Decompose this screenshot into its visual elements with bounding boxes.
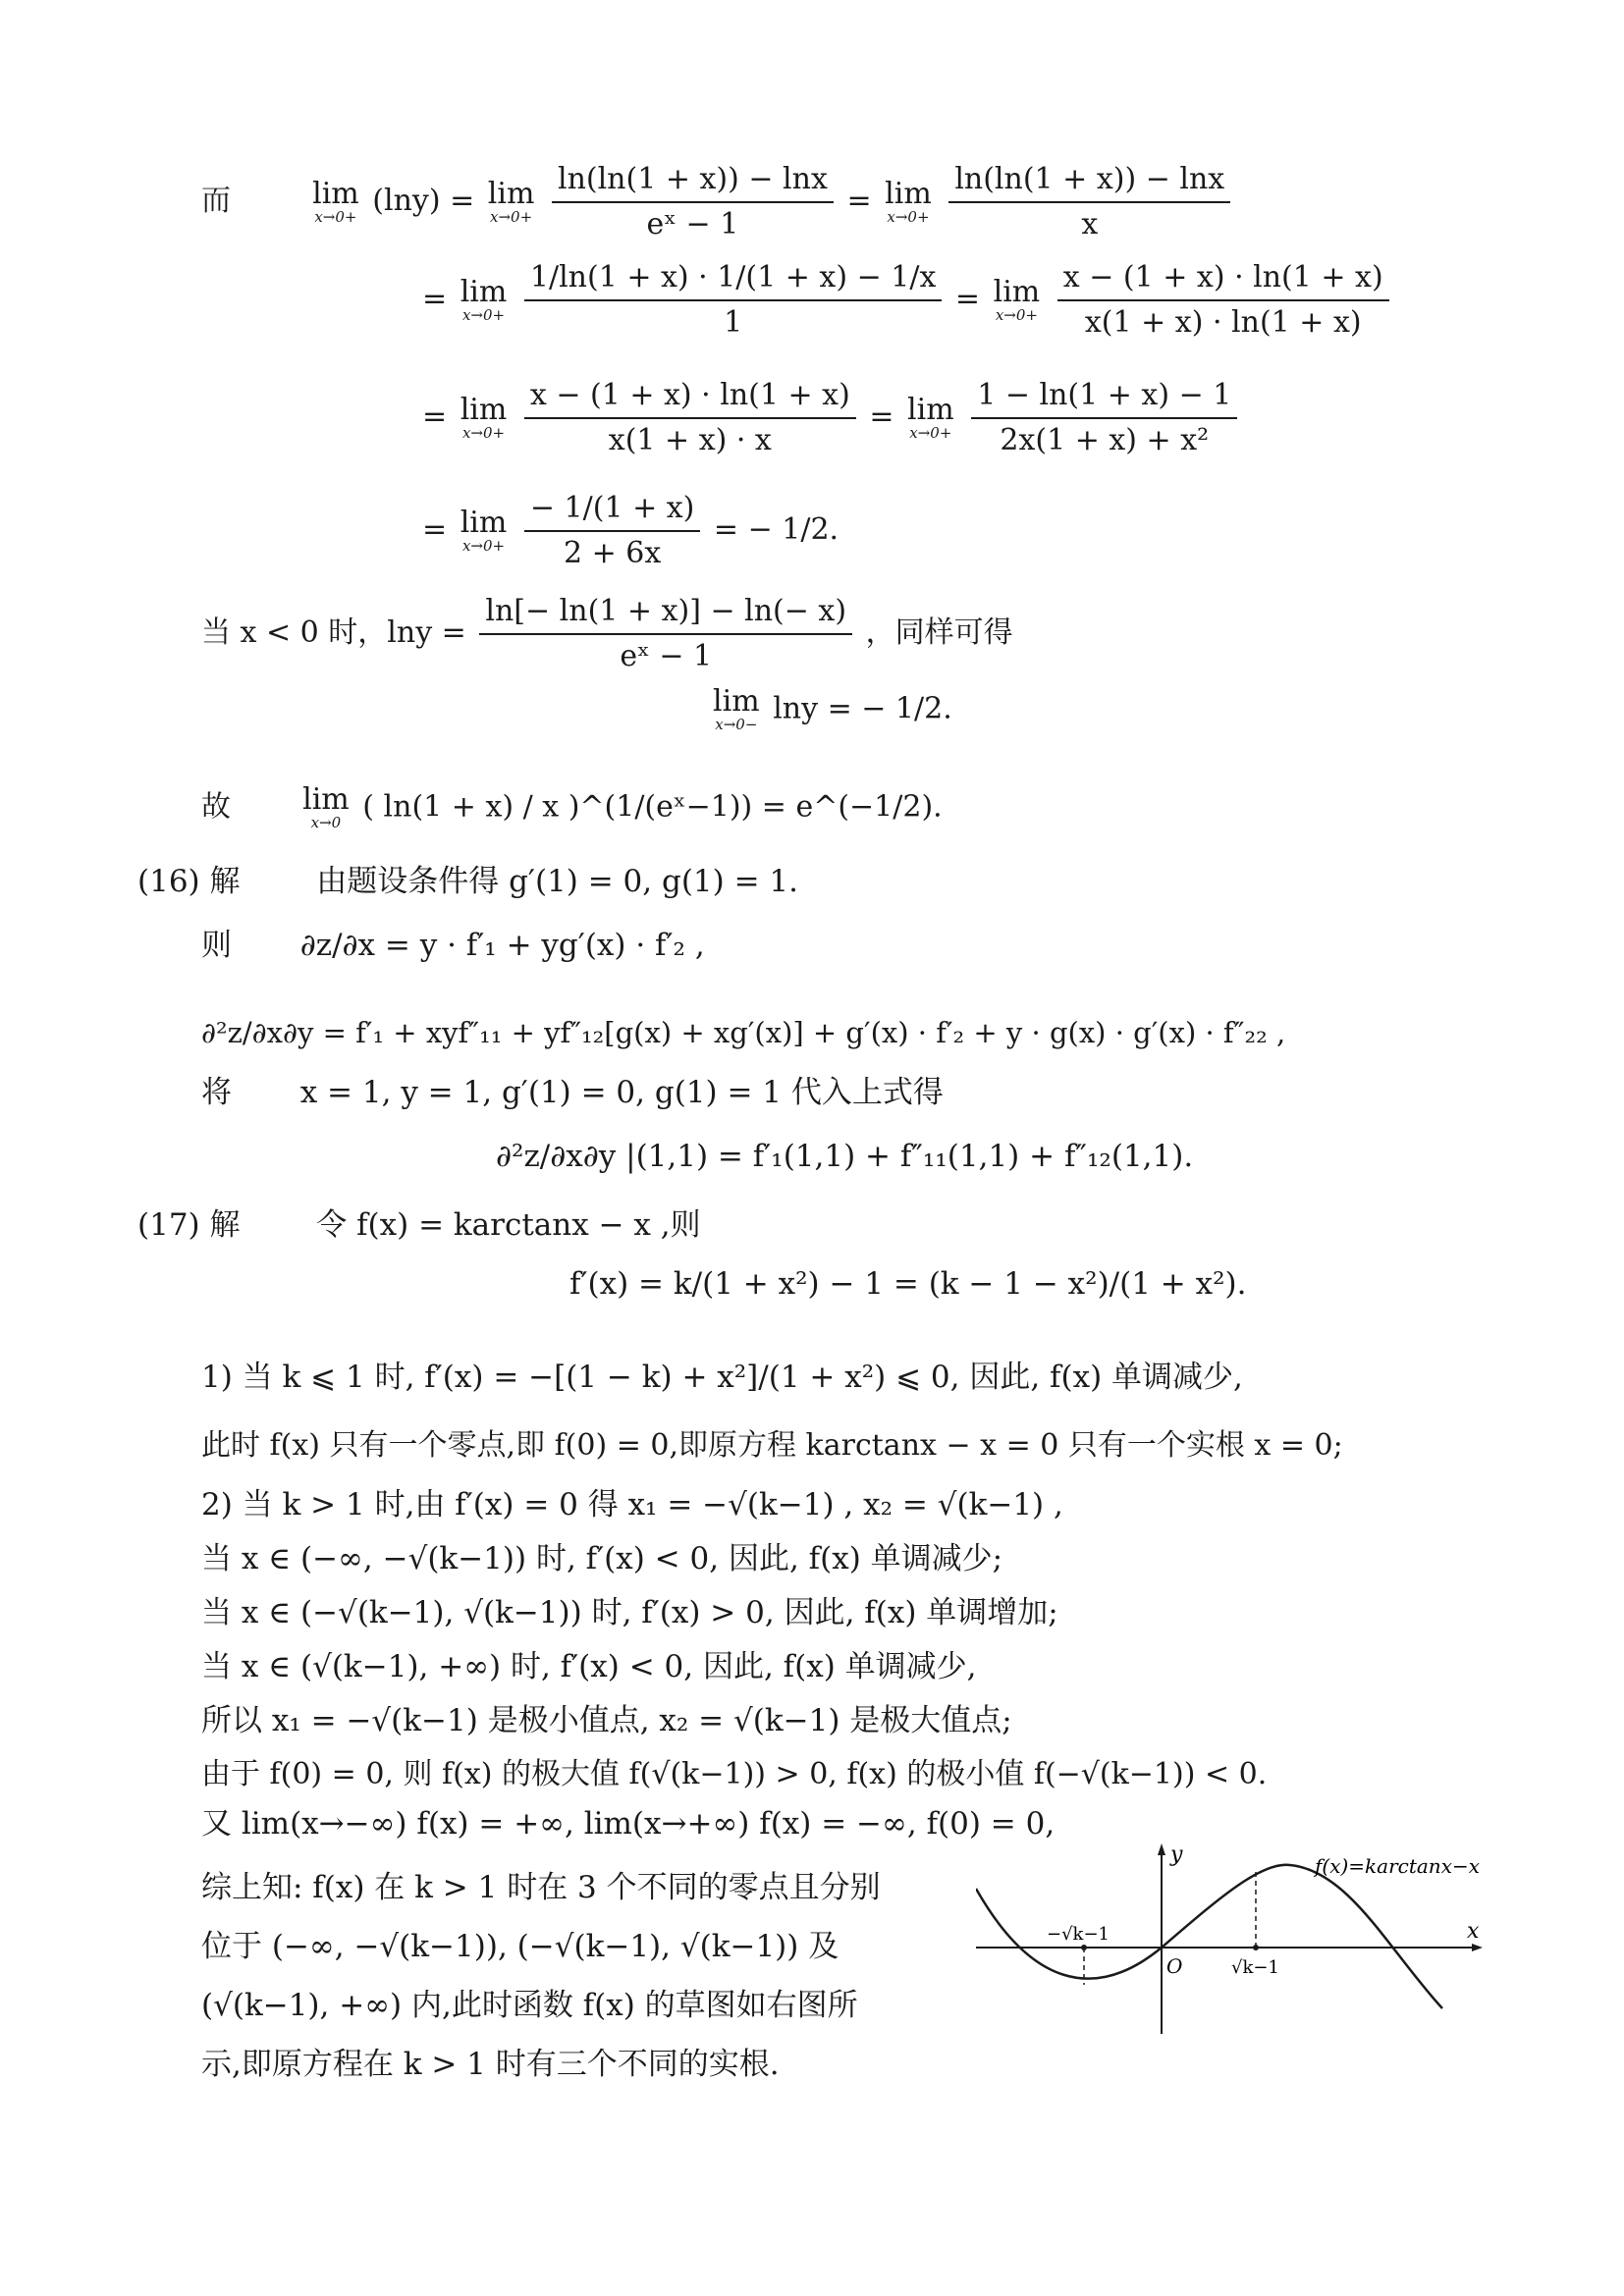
pos-root-label: √k−1 — [1231, 1957, 1279, 1978]
fraction: $\frac{x - (1 + x) \cdot \ln(1 + x)}{x(1 + x) \cdot \ln(1 + x)}$ — [1057, 260, 1389, 341]
lim-operator: lim x→0+ — [460, 274, 508, 324]
p17-case-2e: 由于 f(0) = 0, 则 f(x) 的极大值 f(√(k−1)) > 0, f(x) 的极小值 f(−√(k−1)) < 0. — [201, 1757, 1268, 1791]
fraction: $\frac{\ln(\ln(1 + x)) - \ln x}{x}$ — [948, 162, 1230, 242]
p17-heading: (17) 解 — [137, 1207, 241, 1243]
p17-case-2f: 又 lim(x→−∞) f(x) = +∞, lim(x→+∞) f(x) = −∞, f(0) = 0, — [201, 1806, 1056, 1842]
lim-operator: lim x→0+ — [885, 176, 932, 226]
y-axis-label: y — [1170, 1842, 1183, 1867]
p17-case-1b: 此时 f(x) 只有一个零点,即 f(0) = 0,即原方程 karctanx − x = 0 只有一个实根 x = 0; — [201, 1428, 1343, 1463]
lim-operator: lim x→0+ — [460, 505, 508, 555]
p17-case-2c: 当 x ∈ (√(k−1), +∞) 时, f′(x) < 0, 因此, f(x) 单调减少, — [201, 1649, 977, 1684]
p16-line-3: ∂²z/∂x∂y = f′₁ + xyf″₁₁ + yf″₁₂[g(x) + xg′(x)] + g′(x) · f′₂ + y · g(x) · g′(x) · f″₂₂ , — [201, 1016, 1286, 1049]
lim-operator: lim x→0 — [302, 782, 350, 831]
fraction: $\frac{x - (1 + x) \cdot \ln(1 + x)}{x(1 + x) \cdot x}$ — [524, 378, 856, 458]
p16-line-4: 将 x = 1, y = 1, g′(1) = 0, g(1) = 1 代入上式得 — [201, 1075, 944, 1110]
result: = − 1/2. — [713, 512, 839, 547]
y-axis-arrow — [1158, 1843, 1165, 1855]
p16-heading: (16) 解 — [137, 864, 241, 899]
neg-root-label: −√k−1 — [1047, 1924, 1110, 1945]
p16-line-5: ∂²z/∂x∂y |(1,1) = f′₁(1,1) + f″₁₁(1,1) + f″₁₂(1,1). — [496, 1139, 1194, 1174]
function-sketch — [976, 1842, 1487, 2034]
fraction: $\frac{\ln(\ln(1 + x)) - \ln x}{\text{eˣ − 1}}$ — [552, 162, 834, 242]
fraction: $\frac{1 - \ln(1 + x) - 1}{\text{2x(1 + x) + x²}}$ — [971, 378, 1237, 458]
lhs: (lny) = — [372, 184, 475, 218]
conclusion: 故 lim x→0 ( ln(1 + x) / x )^(1/(eˣ−1)) = e^(−1/2). — [201, 782, 943, 831]
x-axis-arrow — [1472, 1944, 1483, 1951]
case-negative: 当 x < 0 时，lny = $\frac{\ln[- \ln(1 + x)] - \ln(- x)}{\text{eˣ − 1}}$ ，同样可得 — [201, 594, 1013, 673]
fraction: $\frac{\ln[- \ln(1 + x)] - \ln(- x)}{\text{eˣ − 1}}$ — [479, 594, 852, 674]
lim-operator: lim x→0+ — [907, 392, 954, 442]
p17-case-2d: 所以 x₁ = −√(k−1) 是极小值点, x₂ = √(k−1) 是极大值点; — [201, 1703, 1012, 1738]
lim-operator: lim x→0− — [713, 684, 760, 733]
p16-heading-line: (16) 解 由题设条件得 g′(1) = 0, g(1) = 1. — [137, 864, 798, 899]
p17-summary-2: 位于 (−∞, −√(k−1)), (−√(k−1), √(k−1)) 及 — [201, 1929, 839, 1964]
min-point-marker — [1081, 1945, 1087, 1950]
p17-case-1: 1) 当 k ⩽ 1 时, f′(x) = −[(1 − k) + x²]/(1 + x²) ⩽ 0, 因此, f(x) 单调减少, — [201, 1360, 1243, 1395]
lim-operator: lim x→0+ — [993, 274, 1041, 324]
x-axis-label: x — [1467, 1919, 1480, 1944]
p17-summary-1: 综上知: f(x) 在 k > 1 时在 3 个不同的零点且分别 — [201, 1870, 881, 1905]
p17-line-2: f′(x) = k/(1 + x²) − 1 = (k − 1 − x²)/(1 + x²). — [569, 1266, 1247, 1302]
fraction: $\frac{- 1/(1 + x)}{2 + 6x}$ — [524, 491, 701, 571]
lim-operator: lim x→0+ — [487, 176, 535, 226]
limit-line-4: = lim x→0+ $\frac{- 1/(1 + x)}{2 + 6x}$ = − 1/2. — [422, 491, 839, 570]
p17-case-2a: 当 x ∈ (−∞, −√(k−1)) 时, f′(x) < 0, 因此, f(x) 单调减少; — [201, 1541, 1003, 1576]
p17-heading-line: (17) 解 令 f(x) = karctanx − x ,则 — [137, 1207, 701, 1243]
p17-case-2b: 当 x ∈ (−√(k−1), √(k−1)) 时, f′(x) > 0, 因此, f(x) 单调增加; — [201, 1595, 1058, 1630]
limit-line-3: = lim x→0+ $\frac{x - (1 + x) \cdot \ln(1 + x)}{x(1 + x) \cdot x}$ = lim x→0+ $\frac{1 - \ln(1 + x) - 1}{\text{2x(1 + x) + x²}}$ — [422, 378, 1241, 458]
curve-label: f(x)=karctanx−x — [1315, 1854, 1481, 1878]
limit-line-1: 而 lim x→0+ (lny) = lim x→0+ $\frac{\ln(\ln(1 + x)) - \ln x}{\text{eˣ − 1}}$ = lim x→0+ $\frac{\ln(\ln(1 + x)) - \ln x}{x}$ — [201, 162, 1234, 242]
p17-summary-3: (√(k−1), +∞) 内,此时函数 f(x) 的草图如右图所 — [201, 1988, 858, 2023]
case-negative-result: lim x→0− lny = − 1/2. — [713, 684, 952, 733]
p17-case-2: 2) 当 k > 1 时,由 f′(x) = 0 得 x₁ = −√(k−1) , x₂ = √(k−1) , — [201, 1487, 1063, 1522]
lim-operator: lim x→0+ — [460, 392, 508, 442]
p16-line-2: 则 ∂z/∂x = y · f′₁ + yg′(x) · f′₂ , — [201, 928, 705, 963]
p17-summary-4: 示,即原方程在 k > 1 时有三个不同的实根. — [201, 2047, 780, 2082]
intro-word: 而 — [201, 184, 231, 218]
limit-line-2: = lim x→0+ $\frac{1/\ln(1 + x) \cdot 1/(1 + x) - 1/x}{1}$ = lim x→0+ $\frac{x - (1 + x) \cdot \ln(1 + x)}{x(1 + x) \cdot \ln(1 + x)}$ — [422, 260, 1393, 341]
origin-label: O — [1166, 1954, 1183, 1978]
max-point-marker — [1253, 1945, 1259, 1950]
fraction: $\frac{1/\ln(1 + x) \cdot 1/(1 + x) - 1/x}{1}$ — [524, 260, 942, 341]
lim-operator: lim x→0+ — [312, 176, 359, 226]
